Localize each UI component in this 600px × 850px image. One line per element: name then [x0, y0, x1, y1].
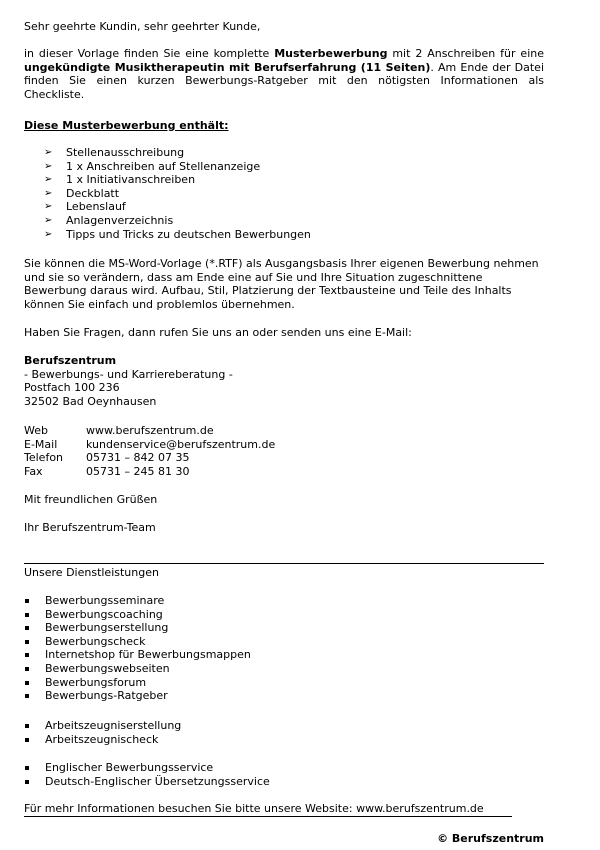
square-bullet-icon: [25, 613, 29, 617]
contact-row-web: [24, 424, 275, 438]
contents-list: [24, 146, 544, 241]
email-link[interactable]: kundenservice@berufszentrum.de: [86, 437, 276, 451]
website-link[interactable]: www.berufszentrum.de: [86, 424, 214, 437]
list-item: Internetshop für Bewerbungsmappen: [24, 648, 251, 662]
square-bullet-icon: [25, 667, 29, 671]
list-item: Deutsch-Englischer Übersetzungsservice: [24, 775, 270, 789]
closing: Mit freundlichen Grüßen: [24, 493, 158, 506]
contents-heading: Diese Musterbewerbung enthält:: [24, 119, 229, 132]
list-item: Bewerbungscheck: [24, 635, 251, 649]
company-city: 32502 Bad Oeynhausen: [24, 394, 157, 408]
list-item: Bewerbungserstellung: [24, 621, 251, 635]
arrow-bullet-icon: ➢: [44, 228, 53, 240]
company-name: Berufszentrum: [24, 354, 117, 367]
contact-label: E-Mail: [24, 437, 58, 451]
intro-bold-2: ungekündigte Musiktherapeutin mit Berufserfahrung (11 Seiten): [24, 60, 431, 74]
list-item: Bewerbungscoaching: [24, 608, 251, 622]
list-item: ➢ 1 x Initiativanschreiben: [44, 173, 196, 187]
intro-text-1: in dieser Vorlage finden Sie eine komplette: [24, 47, 275, 60]
list-item: ➢ Stellenausschreibung: [44, 146, 185, 159]
square-bullet-icon: [25, 626, 29, 630]
square-bullet-icon: [25, 681, 29, 685]
signature: Ihr Berufszentrum-Team: [24, 521, 156, 534]
list-item: ➢ Deckblatt: [44, 186, 120, 200]
square-bullet-icon: [25, 653, 29, 657]
square-bullet-icon: [25, 766, 29, 770]
contact-table: [24, 424, 275, 478]
square-bullet-icon: [25, 724, 29, 728]
list-item: ➢ Anlagenverzeichnis: [44, 213, 174, 227]
square-bullet-icon: [25, 694, 29, 698]
greeting: Sehr geehrte Kundin, sehr geehrter Kunde,: [24, 20, 261, 33]
company-tagline: - Bewerbungs- und Karriereberatung -: [24, 367, 233, 381]
services-list-1: [24, 594, 251, 703]
company-street: Postfach 100 236: [24, 381, 120, 395]
arrow-bullet-icon: ➢: [44, 214, 53, 226]
services-list-3: [24, 761, 270, 788]
phone-value: 05731 – 842 07 35: [86, 451, 190, 465]
list-item: Englischer Bewerbungsservice: [24, 761, 270, 775]
arrow-bullet-icon: ➢: [44, 201, 53, 213]
list-item: Bewerbungsseminare: [24, 594, 251, 608]
arrow-bullet-icon: ➢: [44, 174, 53, 186]
list-item: ➢ Lebenslauf: [44, 200, 126, 214]
company-address: [24, 354, 233, 408]
arrow-bullet-icon: ➢: [44, 187, 53, 199]
list-item: Bewerbungsforum: [24, 676, 251, 690]
footer-text: Für mehr Informationen besuchen Sie bitte unsere Website: www.berufszentrum.de: [24, 802, 484, 815]
square-bullet-icon: [25, 599, 29, 603]
questions-paragraph: Haben Sie Fragen, dann rufen Sie uns an oder senden uns eine E-Mail:: [24, 326, 412, 339]
services-heading: Unsere Dienstleistungen: [24, 566, 159, 579]
contact-label: Telefon: [24, 451, 64, 465]
list-item: ➢ Tipps und Tricks zu deutschen Bewerbungen: [44, 227, 311, 241]
intro-text-3: . Am Ende der Datei finden Sie einen kurzen Bewerbungs-Ratgeber mit den nötigsten Informationen als Checkliste.: [24, 60, 544, 101]
square-bullet-icon: [25, 738, 29, 742]
arrow-bullet-icon: ➢: [44, 160, 53, 172]
divider-bottom: [24, 816, 512, 817]
intro-paragraph: [24, 47, 544, 101]
list-item: Bewerbungswebseiten: [24, 662, 251, 676]
fax-value: 05731 – 245 81 30: [86, 464, 190, 478]
contact-row-phone: [24, 451, 275, 465]
list-item: Bewerbungs-Ratgeber: [24, 689, 251, 703]
square-bullet-icon: [25, 640, 29, 644]
divider-top: [24, 563, 544, 564]
intro-bold-1: Musterbewerbung: [274, 47, 388, 60]
list-item: ➢ 1 x Anschreiben auf Stellenanzeige: [44, 159, 261, 173]
square-bullet-icon: [25, 780, 29, 784]
contact-label: Fax: [24, 464, 43, 478]
usage-paragraph: Sie können die MS-Word-Vorlage (*.RTF) als Ausgangsbasis Ihrer eigenen Bewerbung nehmen und sie so verändern, dass am Ende eine auf Sie und Ihre Situation zugeschnittene Bewerbung daraus wird. Aufbau, Stil, Platzierung der Textbausteine und Teile des Inhalts können Sie einfach und problemlos übernehmen.: [24, 257, 539, 311]
list-item: Arbeitszeugniserstellung: [24, 719, 181, 733]
contact-label: Web: [24, 424, 48, 437]
list-item: Arbeitszeugnischeck: [24, 733, 181, 747]
copyright: © Berufszentrum: [437, 832, 544, 845]
intro-text-2: mit 2 Anschreiben für eine: [387, 47, 544, 60]
services-list-2: [24, 719, 181, 746]
contact-row-email: [24, 438, 275, 452]
arrow-bullet-icon: ➢: [44, 147, 53, 158]
contact-row-fax: [24, 465, 275, 479]
